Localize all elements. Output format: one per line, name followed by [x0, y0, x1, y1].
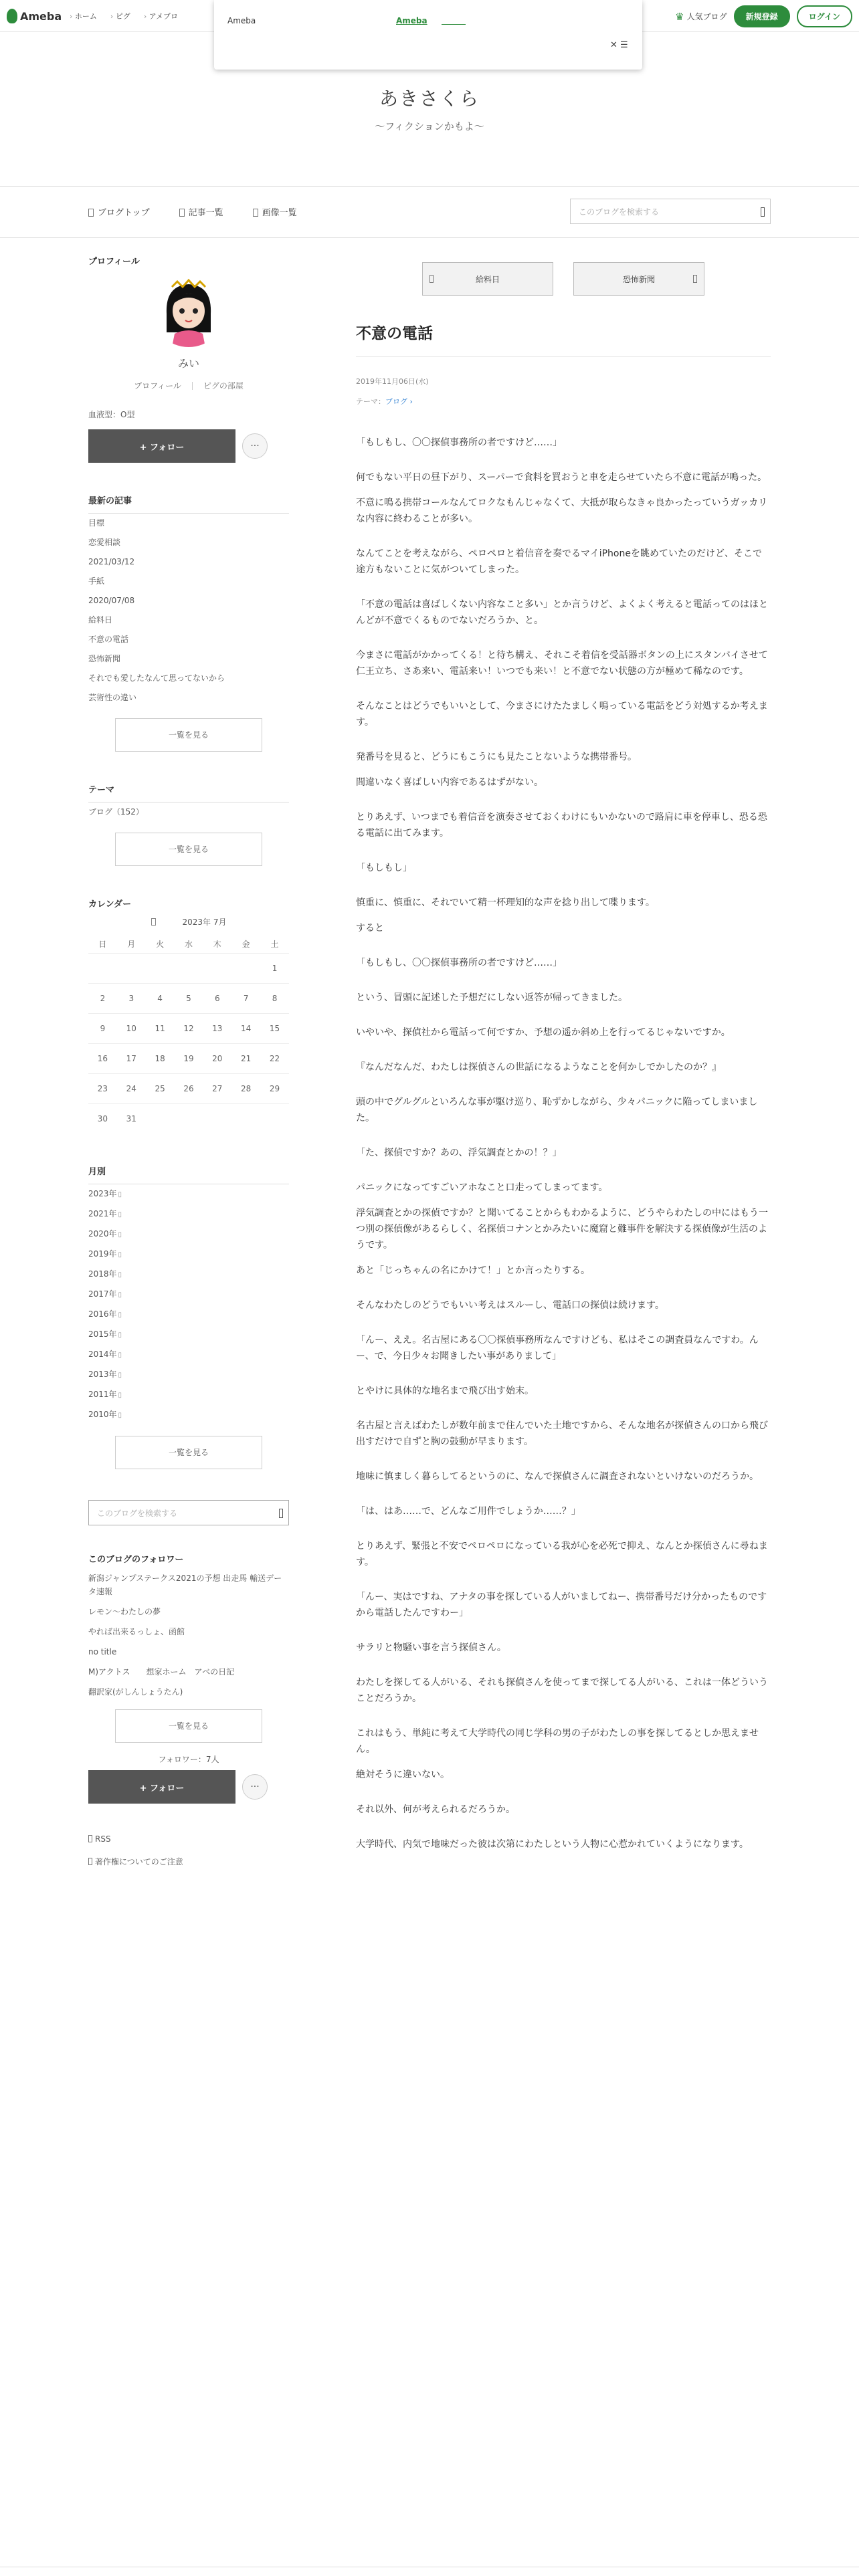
sidebar-search-input[interactable]	[88, 1500, 289, 1525]
follower-item[interactable]: M)アクトス 想家ホーム アベの日記	[88, 1667, 235, 1677]
article-paragraph: 慎重に、慎重に、それでいて精一杯理知的な声を捻り出して喋ります。	[356, 897, 655, 908]
popup-underline	[442, 24, 466, 25]
article-pager	[356, 262, 771, 296]
nav-home-link[interactable]: › ホーム	[70, 11, 97, 21]
rss-label: RSS	[95, 1834, 111, 1844]
blood-type: 血液型：O型	[88, 410, 135, 419]
popular-blog-link[interactable]	[675, 11, 727, 23]
calendar-day	[146, 953, 175, 983]
list-icon	[179, 209, 185, 217]
weekday: 火	[156, 940, 165, 950]
archive-year[interactable]: 2011年 ▯	[88, 1385, 289, 1405]
follow-button-bottom[interactable]: + フォロー	[88, 1770, 235, 1804]
chevron-right-icon	[693, 275, 697, 283]
article-paragraph: これはもう、単純に考えて大学時代の同じ学科の男の子がわたしの事を探してるとしか思えません。	[356, 1728, 759, 1755]
calendar-day: 19	[175, 1043, 203, 1073]
login-button[interactable]: ログイン	[797, 5, 852, 27]
calendar-day: 22	[260, 1043, 289, 1073]
article-paragraph: サラリと物騒い事を言う探偵さん。	[356, 1642, 506, 1653]
entry-list-label: 記事一覧	[188, 208, 223, 218]
sidebar-search-placeholder: このブログを検索する	[97, 1509, 178, 1518]
list-item[interactable]: 不意の電話	[88, 635, 129, 644]
theme-item[interactable]: ブログ（152）	[88, 807, 144, 817]
profile-links	[88, 380, 289, 391]
article-paragraph: それ以外、何が考えられるだろうか。	[356, 1804, 515, 1815]
calendar-day	[175, 1103, 203, 1134]
list-item[interactable]: 給料日	[88, 615, 113, 625]
calendar-day: 31	[117, 1103, 146, 1134]
calendar-day: 6	[203, 983, 231, 1013]
recent-heading: 最新の記事	[88, 496, 132, 506]
copyright-link[interactable]	[88, 1856, 289, 1867]
prev-article-label: 給料日	[475, 274, 500, 284]
calendar-day: 28	[231, 1073, 260, 1103]
calendar-day: 29	[260, 1073, 289, 1103]
weekday: 金	[242, 940, 250, 950]
archive-year[interactable]: 2020年 ▯	[88, 1224, 289, 1245]
article-paragraph: とやけに具体的な地名まで飛び出す始末。	[356, 1386, 534, 1396]
popup-close-icon[interactable]: ✕ ☰	[610, 40, 628, 50]
calendar-day	[203, 953, 231, 983]
pig-room-link[interactable]: ピグの部屋	[203, 381, 244, 391]
blog-top-label: ブログトップ	[98, 208, 150, 218]
more-button-bottom[interactable]: ···	[242, 1774, 268, 1800]
follow-button[interactable]: + フォロー	[88, 429, 235, 463]
calendar-day: 9	[88, 1013, 117, 1043]
calendar-day: 25	[146, 1073, 175, 1103]
monthly-see-all-button[interactable]: 一覧を見る	[115, 1436, 262, 1469]
article-date: 2019年11月06日(水)	[356, 377, 429, 386]
weekday: 日	[98, 940, 107, 950]
article-paragraph: 何でもない平日の昼下がり、スーパーで食料を買おうと車を走らせていたら不意に電話が鳴った。	[356, 472, 767, 483]
calendar-day: 21	[231, 1043, 260, 1073]
search-icon[interactable]	[761, 207, 765, 217]
theme-heading: テーマ	[88, 785, 115, 795]
home-icon	[88, 209, 94, 217]
calendar-day: 15	[260, 1013, 289, 1043]
article-body	[356, 435, 771, 1852]
image-list-link[interactable]	[253, 205, 297, 218]
profile-name[interactable]: みい	[177, 357, 199, 370]
article-paragraph: 発番号を見ると、どうにもこうにも見たことないような携帯番号。	[356, 752, 637, 762]
follower-item[interactable]: やれば出来るっしょ、函館	[88, 1627, 185, 1636]
blog-top-link[interactable]	[88, 205, 150, 218]
article-paragraph: そんなことはどうでもいいとして、今まさにけたたましく鳴っている電話をどう対処するか考えます。	[356, 701, 768, 728]
sidebar	[88, 254, 289, 1879]
archive-year[interactable]: 2018年 ▯	[88, 1265, 289, 1285]
article-paragraph: すると	[356, 923, 384, 934]
recent-list	[88, 513, 289, 708]
list-item[interactable]: それでも愛したなんて思ってないから	[88, 673, 225, 683]
followers-heading: このブログのフォロワー	[88, 1555, 184, 1565]
article-paragraph: 浮気調査とかの探偵ですか？と聞いてることからもわかるように、どうやらわたしの中にはもう一つ別の探偵像があるらしく、名探偵コナンとかみたいに魔窟と難事件を解決する探偵像が生活のようです。	[356, 1208, 768, 1251]
next-article-label: 恐怖新聞	[622, 274, 655, 284]
calendar-day: 14	[231, 1013, 260, 1043]
chevron-right-icon: ›	[407, 397, 413, 406]
register-button[interactable]: 新規登録	[734, 5, 790, 27]
footer-links	[88, 1834, 289, 1867]
followers-see-all-button[interactable]: 一覧を見る	[115, 1709, 262, 1743]
article-paragraph: 名古屋と言えばわたしが数年前まで住んでいた土地ですから、そんな地名が探偵さんの口から飛び出すだけで自ずと胸の鼓動が早まります。	[356, 1420, 768, 1447]
calendar-heading: カレンダー	[88, 899, 132, 909]
blog-navbar	[0, 186, 859, 238]
archive-year[interactable]: 2017年 ▯	[88, 1285, 289, 1305]
calendar-day: 12	[175, 1013, 203, 1043]
article-paragraph: そんなわたしのどうでもいい考えはスルーし、電話口の探偵は続けます。	[356, 1300, 664, 1311]
entry-list-link[interactable]	[179, 205, 223, 218]
article-main	[356, 262, 771, 1852]
avatar[interactable]	[152, 274, 225, 347]
article-paragraph: 「んー、実はですね、アナタの事を探している人がいましてねー、携帯番号だけ分かったものですから電話したんですわー」	[356, 1592, 767, 1618]
theme-label: テーマ：	[356, 397, 385, 406]
article-paragraph: とりあえず、いつまでも着信音を演奏させておくわけにもいかないので路肩に車を停車し、恐る恐る電話に出てみます。	[356, 812, 767, 839]
search-placeholder: このブログを検索する	[579, 207, 660, 217]
calendar-day: 23	[88, 1073, 117, 1103]
search-icon[interactable]	[279, 1509, 283, 1518]
calendar-day	[175, 953, 203, 983]
article-paragraph: 「た、探偵ですか？あの、浮気調査とかの！？」	[356, 1148, 562, 1158]
article-paragraph: 不意に鳴る携帯コールなんてロクなもんじゃなくて、大抵が取らなきゃ良かったっていうガッカリな内容に終わることが多い。	[356, 498, 768, 524]
calendar	[88, 936, 289, 1134]
archive-year[interactable]: 2015年 ▯	[88, 1325, 289, 1345]
ameba-logo-icon	[7, 9, 17, 23]
blog-title[interactable]: あきさくら	[379, 88, 480, 110]
calendar-day: 8	[260, 983, 289, 1013]
blog-search-input[interactable]	[570, 199, 771, 224]
calendar-day	[117, 953, 146, 983]
top-nav	[70, 11, 178, 21]
calendar-day: 4	[146, 983, 175, 1013]
archive-year[interactable]: 2023年 ▯	[88, 1184, 289, 1204]
article-paragraph: わたしを探してる人がいる、それも探偵さんを使ってまで探してる人がいる、これは一体どういうことだろうか。	[356, 1677, 768, 1704]
article-paragraph: 間違いなく喜ばしい内容であるはずがない。	[356, 777, 543, 788]
calendar-day	[260, 1103, 289, 1134]
nav-ameblo-link[interactable]: › アメブロ	[144, 11, 178, 21]
calendar-day: 18	[146, 1043, 175, 1073]
list-item[interactable]: 恐怖新聞	[88, 654, 121, 663]
more-button[interactable]: ···	[242, 433, 268, 459]
calendar-day: 16	[88, 1043, 117, 1073]
article-paragraph: 「もしもし、〇〇探偵事務所の者ですけど……」	[356, 437, 562, 448]
nav-pigg-link[interactable]: › ピグ	[110, 11, 130, 21]
article-paragraph: いやいや、探偵社から電話って何ですか、予想の遥か斜め上を行ってるじゃないですか。	[356, 1027, 731, 1038]
archive-year[interactable]: 2021年 ▯	[88, 1204, 289, 1224]
article-paragraph: 「は、はあ……で、どんなご用件でしょうか……？」	[356, 1506, 581, 1517]
ameba-logo[interactable]	[7, 7, 62, 25]
logo-text: Ameba	[20, 9, 62, 23]
follower-item[interactable]: レモン〜わたしの夢	[88, 1607, 161, 1616]
divider	[192, 382, 193, 390]
next-article-button[interactable]	[573, 262, 704, 296]
weekday: 土	[270, 940, 279, 950]
calendar-month	[88, 916, 289, 928]
article-paragraph: 「んー、ええ。名古屋にある〇〇探偵事務所なんですけども、私はそこの調査員なんですわ。んー、で、今日少々お聞きしたい事がありまして」	[356, 1335, 759, 1362]
calendar-day	[88, 953, 117, 983]
archive-year[interactable]: 2010年 ▯	[88, 1405, 289, 1425]
article-paragraph: 絶対そうに違いない。	[356, 1769, 450, 1780]
article-paragraph: 「不意の電話は喜ばしくない内容なこと多い」とか言うけど、よくよく考えると電話ってのはほとんどが不意でくるものでないだろうか、と。	[356, 599, 768, 626]
article-paragraph: 今まさに電話がかかってくる！と待ち構え、それこそ着信を受話器ボタンの上にスタンバイさせて仁王立ち、さあ来い、電話来い！いつでも来い！と不意でない状態の方が極めて稀なのです。	[356, 650, 768, 677]
calendar-day: 5	[175, 983, 203, 1013]
archive-year[interactable]: 2014年 ▯	[88, 1345, 289, 1365]
list-item[interactable]: 恋愛相談	[88, 538, 121, 547]
copyright-label: 著作権についてのご注意	[95, 1857, 183, 1866]
article-paragraph: とりあえず、緊張と不安でペロペロになっている我が心を必死で抑え、なんとか探偵さんに尋ねます。	[356, 1541, 768, 1568]
calendar-month-label: 2023年 7月	[182, 918, 227, 927]
article-paragraph: 「もしもし」	[356, 863, 412, 873]
popup-link[interactable]: Ameba	[396, 16, 427, 25]
calendar-day: 13	[203, 1013, 231, 1043]
calendar-day: 17	[117, 1043, 146, 1073]
profile-link[interactable]: プロフィール	[134, 381, 181, 391]
list-item[interactable]: 目標	[88, 518, 105, 528]
blog-subtitle: 〜フィクションかもよ〜	[375, 120, 484, 132]
article-paragraph: あと「じっちゃんの名にかけて！」とか言ったりする。	[356, 1265, 590, 1276]
follower-item[interactable]: 翻訳家(がしんしょうたん)	[88, 1687, 183, 1697]
calendar-day: 11	[146, 1013, 175, 1043]
list-item[interactable]: 手紙	[88, 576, 105, 586]
article-paragraph: パニックになってすごいアホなこと口走ってしまってます。	[356, 1182, 608, 1193]
document-icon	[88, 1858, 92, 1865]
weekday: 木	[213, 940, 221, 950]
theme-link[interactable]: ブログ	[385, 397, 407, 406]
rss-link[interactable]	[88, 1834, 289, 1844]
top-right-actions	[675, 5, 852, 27]
calendar-day	[146, 1103, 175, 1134]
follower-count: フォロワー：7人	[158, 1755, 219, 1764]
calendar-day: 24	[117, 1073, 146, 1103]
list-item[interactable]: 2020/07/08	[88, 596, 135, 605]
monthly-heading: 月別	[88, 1167, 106, 1177]
recent-see-all-button[interactable]: 一覧を見る	[115, 718, 262, 752]
followers-list	[88, 1572, 289, 1699]
calendar-day: 10	[117, 1013, 146, 1043]
monthly-list	[88, 1184, 289, 1425]
calendar-day	[231, 1103, 260, 1134]
theme-see-all-button[interactable]: 一覧を見る	[115, 833, 262, 866]
calendar-prev-icon[interactable]	[151, 918, 156, 926]
archive-year[interactable]: 2016年 ▯	[88, 1305, 289, 1325]
list-item[interactable]: 芸術性の違い	[88, 693, 137, 702]
calendar-day: 2	[88, 983, 117, 1013]
header-popup	[214, 0, 642, 70]
archive-year[interactable]: 2019年 ▯	[88, 1245, 289, 1265]
archive-year[interactable]: 2013年 ▯	[88, 1365, 289, 1385]
calendar-day: 3	[117, 983, 146, 1013]
theme-list	[88, 802, 289, 822]
article-paragraph: という、冒頭に記述した予想だにしない返答が帰ってきました。	[356, 992, 628, 1003]
chevron-left-icon	[430, 275, 434, 283]
image-icon	[253, 209, 258, 217]
rss-icon	[88, 1835, 92, 1842]
article-paragraph: 『なんだなんだ、わたしは探偵さんの世話になるようなことを何かしでかしたのか？』	[356, 1062, 721, 1073]
article-paragraph: 「もしもし、〇〇探偵事務所の者ですけど……」	[356, 958, 562, 968]
calendar-day: 7	[231, 983, 260, 1013]
calendar-day	[203, 1103, 231, 1134]
article-title[interactable]: 不意の電話	[356, 321, 771, 357]
article-paragraph: 地味に慎ましく暮らしてるというのに、なんで探偵さんに調査されないといけないのだろうか。	[356, 1471, 759, 1482]
follower-item[interactable]: 新潟ジャンプステークス2021の予想 出走馬 輸送データ速報	[88, 1574, 282, 1596]
article-paragraph: なんてことを考えながら、ペロペロと着信音を奏でるマイiPhoneを眺めていたのだけど、そこで途方もないことに気がついてしまった。	[356, 548, 762, 575]
image-list-label: 画像一覧	[262, 208, 297, 218]
article-paragraph: 頭の中でグルグルといろんな事が駆け巡り、恥ずかしながら、少々パニックに陥ってしまいました。	[356, 1097, 758, 1123]
weekday: 水	[184, 940, 193, 950]
profile-heading: プロフィール	[88, 257, 140, 267]
list-item[interactable]: 2021/03/12	[88, 557, 135, 566]
calendar-day: 26	[175, 1073, 203, 1103]
article-paragraph: 大学時代、内気で地味だった彼は次第にわたしという人物に心惹かれていくようになります。	[356, 1839, 749, 1850]
calendar-day: 30	[88, 1103, 117, 1134]
calendar-day: 1	[260, 953, 289, 983]
weekday: 月	[127, 940, 136, 950]
crown-icon: ♛	[675, 10, 684, 23]
prev-article-button[interactable]	[422, 262, 553, 296]
calendar-day	[231, 953, 260, 983]
popular-blog-label: 人気ブログ	[686, 12, 727, 21]
calendar-day: 27	[203, 1073, 231, 1103]
calendar-day: 20	[203, 1043, 231, 1073]
popup-label: Ameba	[227, 16, 256, 25]
follower-item[interactable]: no title	[88, 1647, 117, 1656]
article-theme	[356, 396, 771, 407]
